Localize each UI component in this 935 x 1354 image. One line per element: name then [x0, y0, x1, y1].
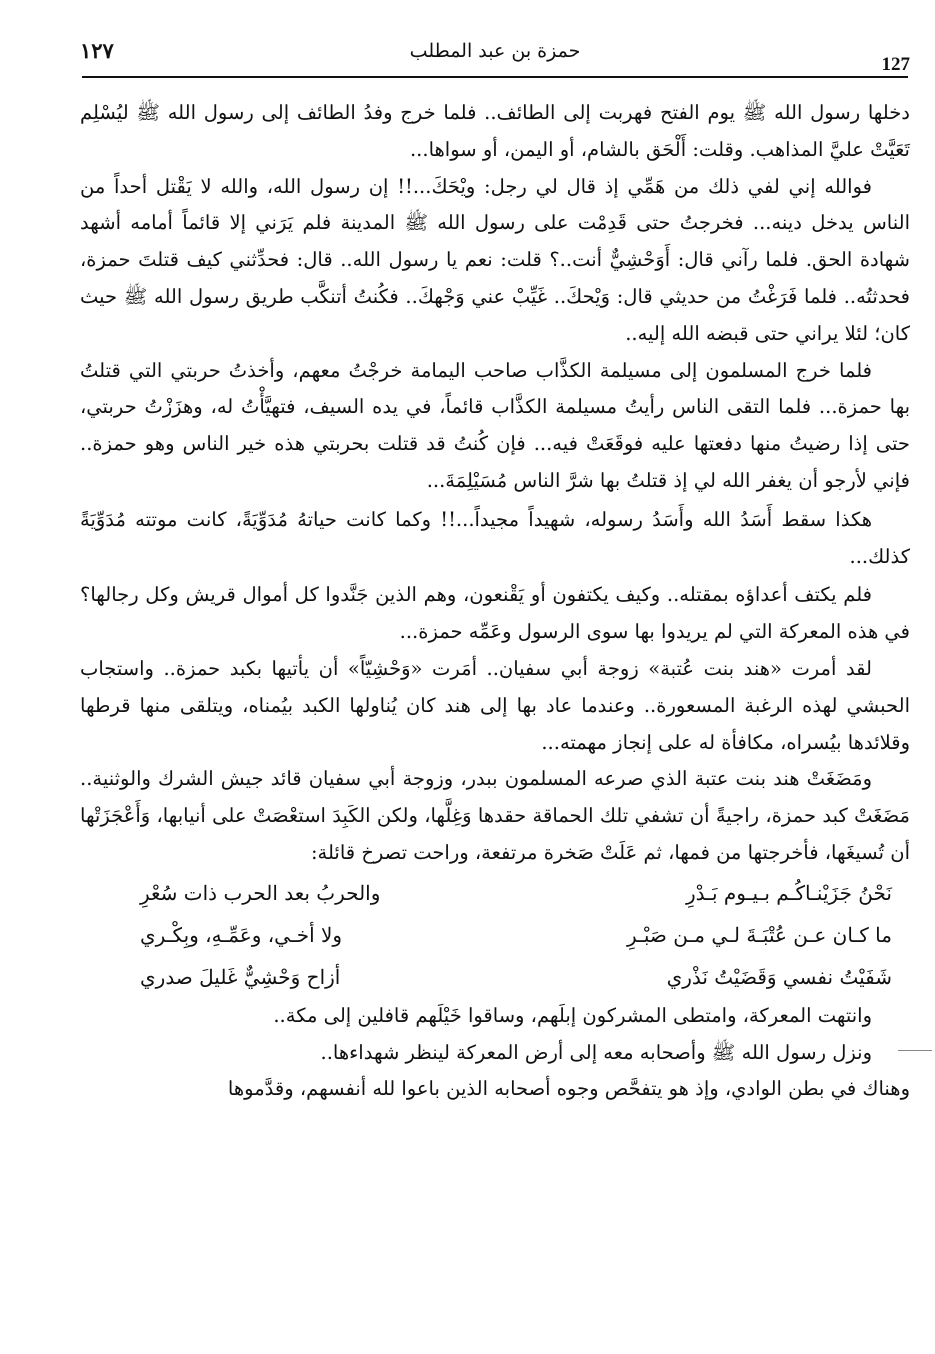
paragraph: ومَضَغَتْ هند بنت عتبة الذي صرعه المسلمون ببدر، وزوجة أبي سفيان قائد جيش الشرك والوثنية.. مَضَغَتْ كبد حمزة، راجيةً أن تشفي تلك الحماقة حقدها وَغِلَّها، ولكن الكَبِدَ استعْصَتْ على أنيابها، وَأَعْجَزَتْها أن تُسيغَها، فأخرجتها من فمها، ثم عَلَتْ صَخرة مرتفعة، وراحت تصرخ قائلة: [80, 767, 910, 864]
poem-verse [80, 914, 910, 956]
header-rule [82, 76, 908, 78]
page-number: 127 [881, 54, 910, 75]
hemistich-first: نَحْنُ جَزَيْنـاكُـم بـيـوم بَـدْرِ [685, 880, 892, 905]
paragraph: ونزل رسول الله ﷺ وأصحابه معه إلى أرض المعركة لينظر شهداءها.. [320, 1040, 872, 1064]
page-number-arabic: ١٢٧ [80, 38, 114, 63]
hemistich-second: والحربُ بعد الحرب ذات سُعْرِ [140, 880, 381, 905]
paragraph: هكذا سقط أَسَدُ الله وأَسَدُ رسوله، شهيداً مجيداً...!! وكما كانت حياتهُ مُدَوِّيَةً، كانت موتته مُدَوِّيَةً كذلك... [80, 507, 910, 568]
poem-verse [80, 956, 910, 998]
hemistich-second: ولا أخـي، وعَمِّـهِ، وبِكْـري [140, 922, 343, 947]
paragraph: فلم يكتف أعداؤه بمقتله.. وكيف يكتفون أو يَقْنعون، وهم الذين جَنَّدوا كل أموال قريش وكل رجالها؟ في هذه المعركة التي لم يريدوا بها سوى الرسول وعَمِّه حمزة... [80, 583, 910, 644]
hemistich-second: أزاح وَحْشِيٌّ غَليلَ صدري [140, 964, 341, 989]
hemistich-first: ما كـان عـن عُتْبَـةَ لـي مـن صَبْـرِ [626, 922, 892, 947]
poem [80, 872, 910, 998]
paragraph: فوالله إني لفي ذلك من هَمِّي إذ قال لي رجل: ويْحَكَ...!! إن رسول الله، والله لا يَقْتل أحداً من الناس يدخل دينه... فخرجتُ حتى قَدِمْت على رسول الله ﷺ المدينة فلم يَرَني إلا قائماً أمامه أشهد شهادة الحق. فلما رآني قال: أَوَحْشِيٌّ أنت..؟ قلت: نعم يا رسول الله.. قال: فحدِّثني كيف قتلتَ حمزة، فحدثتُه.. فلما فَرَغْتُ من حديثي قال: وَيْحكَ.. غَيِّبْ عني وَجْهكَ.. فكُنتُ أتنكَّب طريق رسول الله ﷺ حيث كان؛ لئلا يراني حتى قبضه الله إليه.. [80, 174, 910, 345]
running-title: حمزة بن عبد المطلب [409, 40, 581, 62]
paragraph: فلما خرج المسلمون إلى مسيلمة الكذَّاب صاحب اليمامة خرجْتُ معهم، وأخذتُ حربتي التي قتلتُ بها حمزة... فلما التقى الناس رأيتُ مسيلمة الكذَّاب قائماً، في يده السيف، فتهيَّأْتُ له، وهزَزْتُ حربتي، حتى إذا رضيتُ منها دفعتها عليه فوقَعَتْ فيه... فإن كُنتُ قد قتلت بحربتي هذه خير الناس وهو حمزة.. فإني لأرجو أن يغفر الله لي إذ قتلتُ بها شرَّ الناس مُسَيْلِمَةَ... [80, 358, 910, 492]
body-text [80, 95, 910, 1108]
poem-verse [80, 872, 910, 914]
page-header [80, 30, 910, 80]
paragraph: وهناك في بطن الوادي، وإذ هو يتفحَّص وجوه أصحابه الذين باعوا لله أنفسهم، وقدَّموها [227, 1077, 910, 1101]
paragraph: دخلها رسول الله ﷺ يوم الفتح فهربت إلى الطائف.. فلما خرج وفدُ الطائف إلى رسول الله ﷺ ليُسْلِم تَعَيَّتْ عليَّ المذاهب. وقلت: أَلْحَق بالشام، أو اليمن، أو سواها... [80, 101, 910, 161]
hemistich-first: شَفَيْتُ نفسي وَقَضَيْتُ نَذْري [666, 964, 892, 989]
paragraph: وانتهت المعركة، وامتطى المشركون إبلَهم، وساقوا خَيْلَهم قافلين إلى مكة.. [273, 1003, 872, 1027]
paragraph: لقد أمرت «هند بنت عُتبة» زوجة أبي سفيان.. أمَرت «وَحْشِيّاً» أن يأتيها بكبد حمزة.. واستجاب الحبشي لهذه الرغبة المسعورة.. وعندما عاد بها إلى هند كان يُناولها الكبد بيُمناه، ويتلقى منها قرطها وقلائدها بيُسراه، مكافأة له على إنجاز مهمته... [80, 656, 910, 754]
